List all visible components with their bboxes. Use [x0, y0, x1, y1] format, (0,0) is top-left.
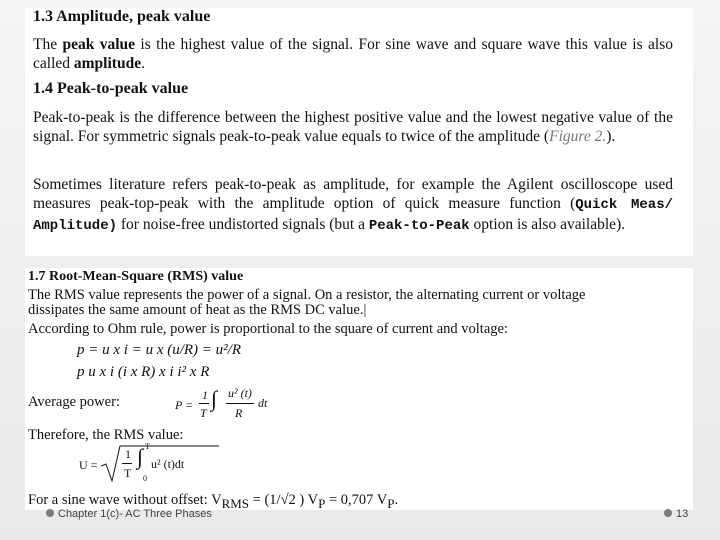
rms-formula	[77, 442, 237, 488]
integral-sign: ∫	[211, 386, 218, 411]
text-fragment: = (1/√2 ) V	[249, 492, 319, 508]
term-amplitude: amplitude	[73, 55, 142, 72]
formula-lhs: P =	[175, 398, 194, 412]
text-fragment: .	[394, 492, 399, 508]
average-power-label: Average power:	[28, 394, 120, 410]
excerpt-panel-top	[25, 8, 693, 256]
text-fragment: is the highest value of the signal. For sine wave and square wave this value is also called	[33, 36, 673, 72]
rms-line-3: According to Ohm rule, power is proportional to the square of current and voltage:	[28, 321, 508, 337]
heading-rms: 1.7 Root-Mean-Square (RMS) value	[28, 269, 244, 284]
text-fragment: = 0,707 V	[325, 492, 388, 508]
term-peak-value: peak value	[62, 36, 136, 53]
excerpt-panel-bottom	[25, 268, 693, 510]
code-peak-to-peak: Peak-to-Peak	[368, 218, 470, 234]
heading-amplitude: 1.3 Amplitude, peak value	[33, 8, 211, 25]
average-power-formula	[173, 384, 293, 424]
integrand: u² (t)dt	[151, 457, 185, 471]
paragraph-peak-value	[33, 35, 673, 73]
footer-left	[46, 508, 212, 520]
fraction-denominator: T	[124, 466, 132, 480]
page-number: 13	[676, 508, 689, 520]
text-fragment: The	[33, 36, 63, 53]
code-quick-meas: Quick Meas/ Amplitude)	[33, 197, 673, 234]
therefore-label: Therefore, the RMS value:	[28, 427, 184, 443]
text-fragment: Peak-to-peak is the difference between the highest positive value and the lowest negative value of the signal. For symmetric signals peak-to-peak value equals to twice of the amplitude (	[33, 109, 673, 145]
text-fragment: Sometimes literature refers peak-to-peak as amplitude, for example the Agilent oscilloscope used measures peak-top-peak with the amplitude option of quick measure function (	[33, 176, 673, 212]
figure-reference: Figure 2.	[549, 128, 607, 145]
text-fragment: ).	[606, 128, 616, 145]
integrand-numerator: u² (t)	[228, 386, 252, 400]
integrand-denominator: R	[235, 406, 243, 420]
equation-power-2: p u x i (i x R) x i i² x R	[77, 364, 210, 380]
text-fragment: option is also available).	[469, 216, 626, 233]
fraction-denominator: T	[200, 406, 207, 420]
paragraph-peak-to-peak	[33, 108, 673, 146]
footer-right	[664, 508, 688, 520]
bullet-icon	[46, 509, 54, 517]
fraction-bar	[226, 403, 254, 404]
integral-lower-limit: 0	[143, 474, 147, 483]
heading-peak-to-peak: 1.4 Peak-to-peak value	[33, 80, 189, 97]
formula-lhs: U =	[79, 458, 98, 472]
equation-power-1: p = u x i = u x (u/R) = u²/R	[77, 342, 241, 358]
footer-chapter-label: Chapter 1(c)- AC Three Phases	[58, 508, 212, 520]
differential: dt	[258, 396, 268, 410]
paragraph-agilent	[33, 175, 673, 236]
rms-line-2: dissipates the same amount of heat as the RMS DC value.|	[28, 302, 367, 318]
fraction-numerator: 1	[125, 447, 131, 461]
text-fragment: .	[141, 55, 145, 72]
rms-line-1: The RMS value represents the power of a signal. On a resistor, the alternating current or voltage	[28, 287, 586, 303]
subscript: RMS	[221, 495, 250, 511]
integral-upper-limit: T	[145, 442, 150, 451]
subscript: P	[318, 495, 326, 511]
fraction-numerator: 1	[202, 388, 208, 402]
fraction-bar	[122, 463, 132, 464]
integral-sign: ∫	[137, 444, 144, 469]
text-fragment: For a sine wave without offset: V	[28, 492, 222, 508]
fraction-bar	[199, 403, 209, 404]
subscript: P	[387, 495, 395, 511]
text-fragment: for noise-free undistorted signals (but a	[117, 216, 369, 233]
bullet-icon	[664, 509, 672, 517]
